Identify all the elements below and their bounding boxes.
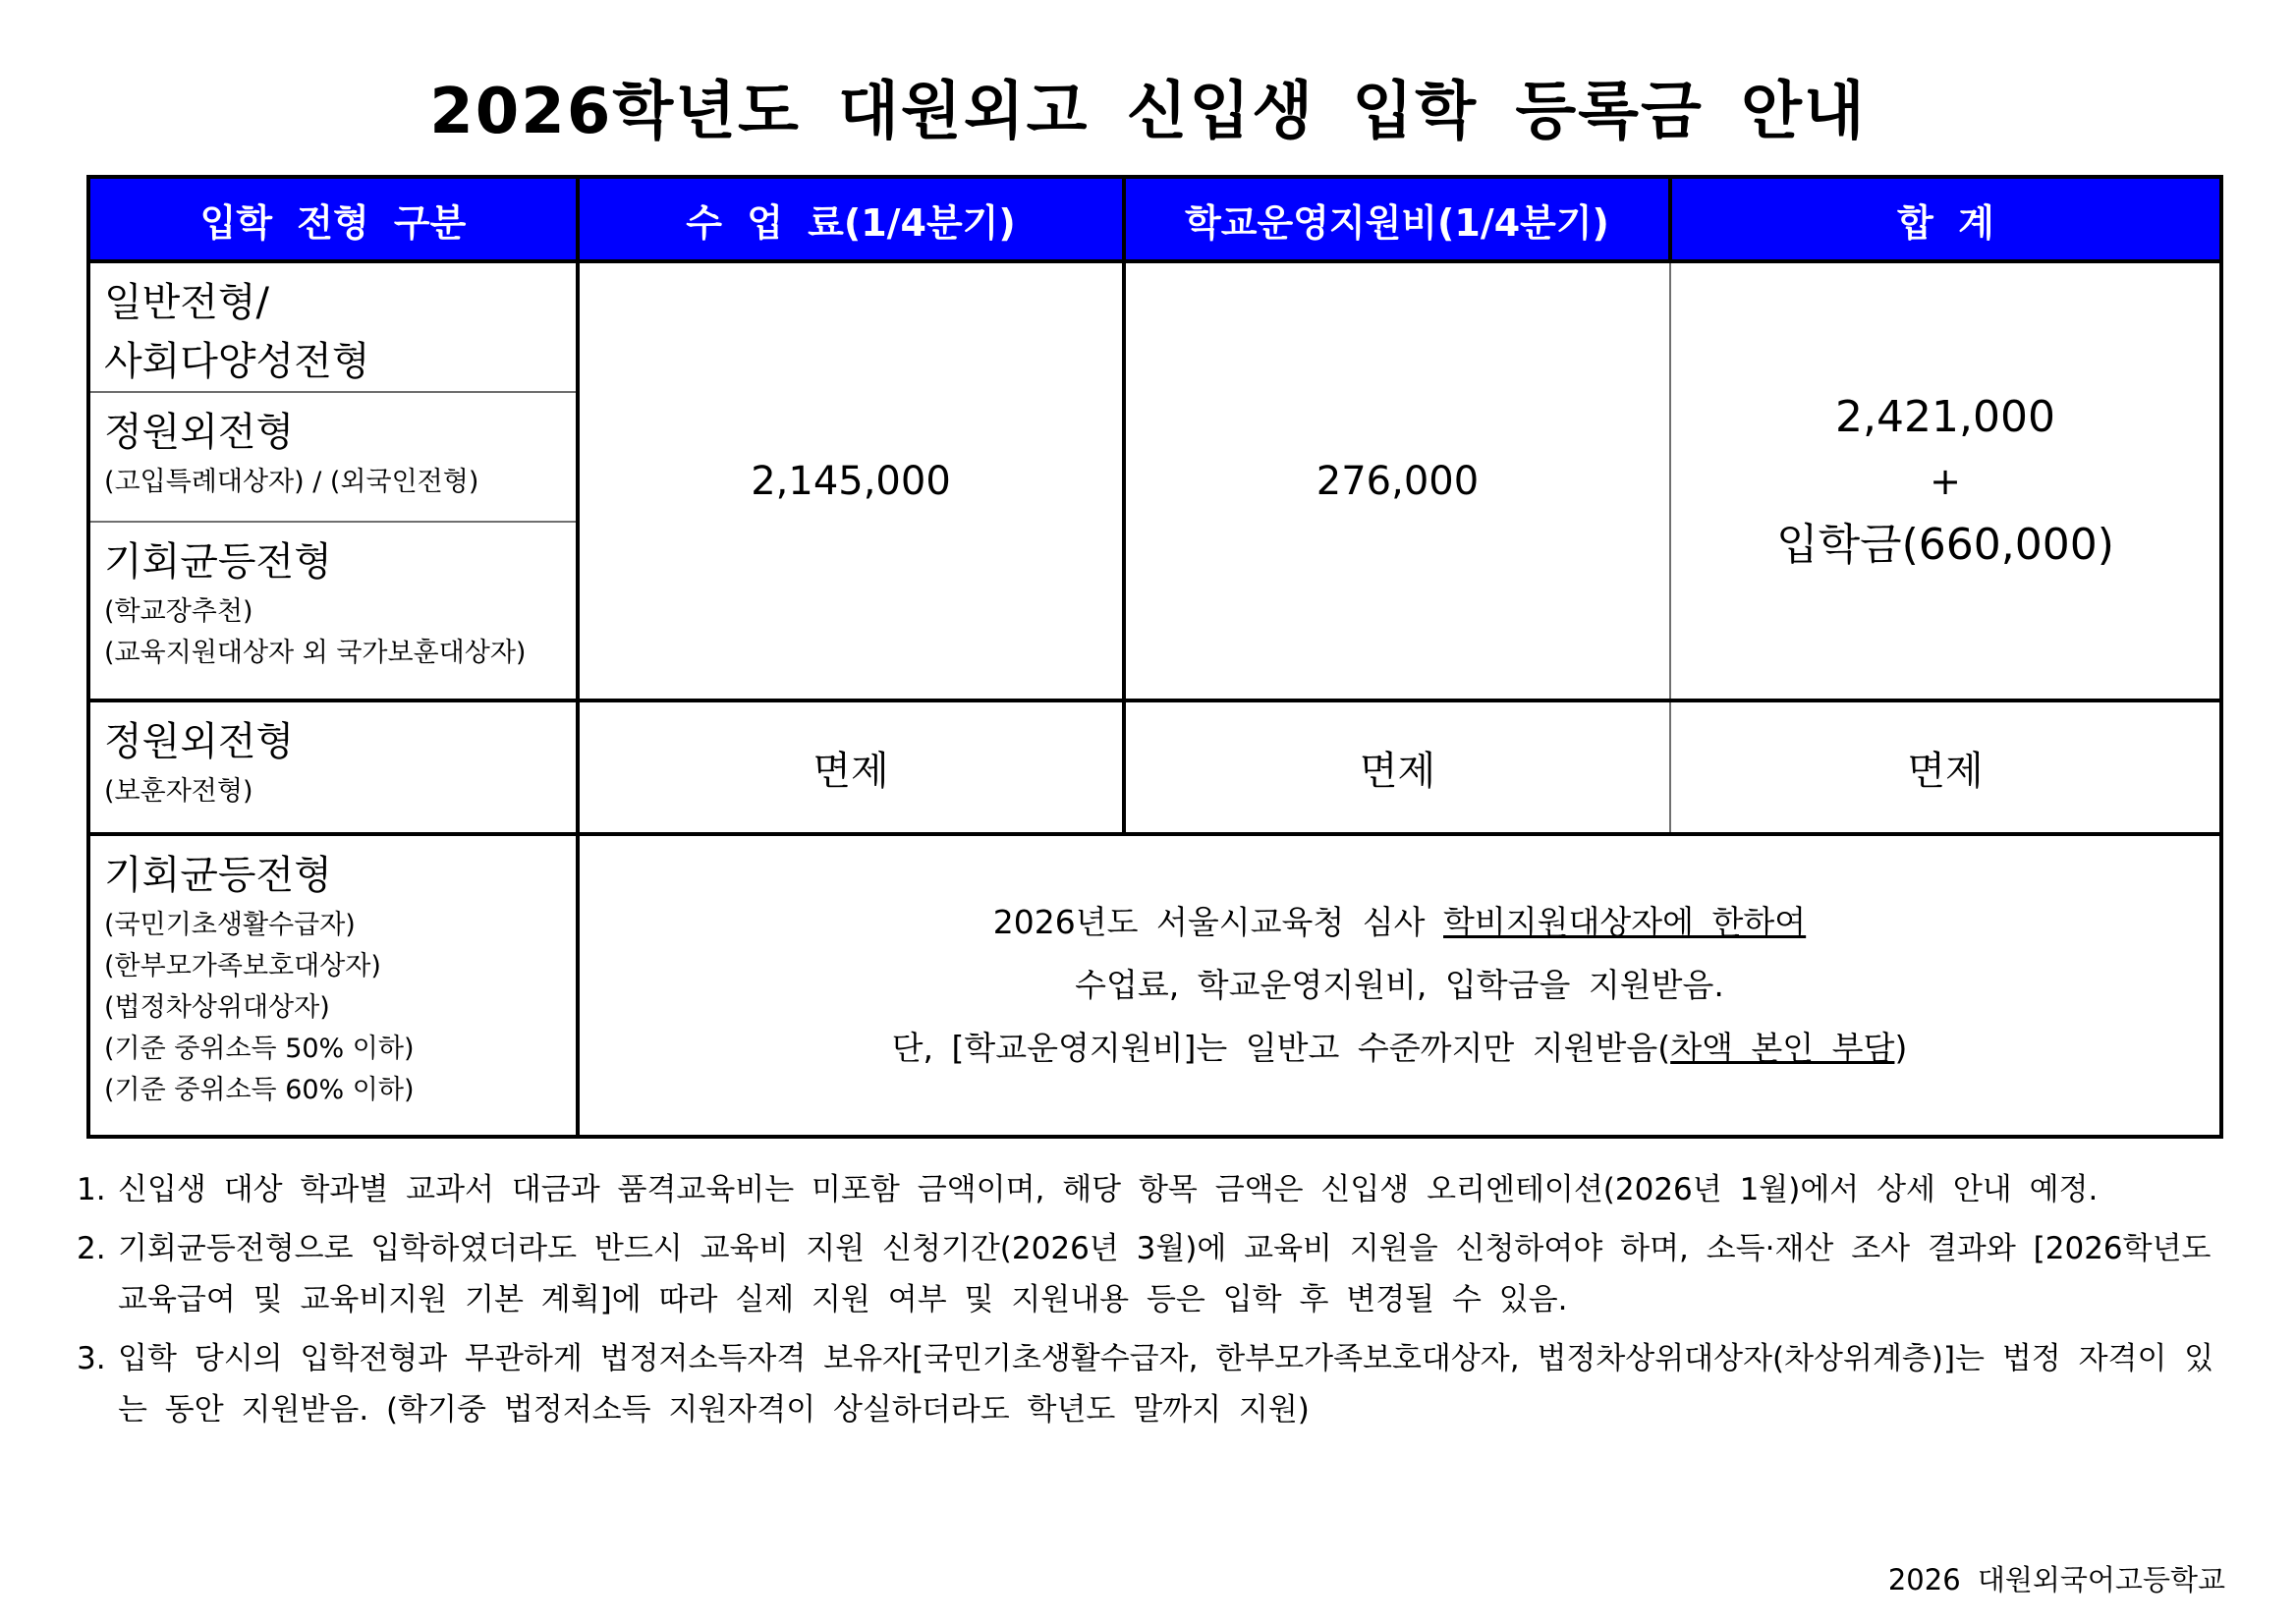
list-item	[77, 1333, 2238, 1435]
category-sub: (국민기초생활수급자)	[104, 910, 356, 940]
category-sub: (법정차상위대상자)	[104, 992, 330, 1023]
category-cell	[88, 261, 578, 392]
category-title: 기회균등전형	[104, 853, 332, 898]
category-cell	[88, 392, 578, 522]
support-fee-amount: 276,000	[1316, 458, 1480, 504]
notes-list	[77, 1164, 2238, 1443]
note-text: 기회균등전형으로 입학하였더라도 반드시 교육비 지원 신청기간(2026년 3월)에 교육비 지원을 신청하여야 하며, 소득·재산 조사 결과와 [2026학년도 교육급여 및 교육비지원 기본 계획]에 따라 실제 지원 여부 및 지원내용 등은 입학 후 변경될 수 있음.	[118, 1231, 2212, 1317]
category-sub: (기준 중위소득 60% 이하)	[104, 1075, 415, 1105]
category-sub: (보훈자전형)	[104, 776, 253, 807]
table-header-row	[88, 177, 2221, 261]
category-cell	[88, 522, 578, 700]
notice-text: 2026년도 서울시교육청 심사	[992, 903, 1444, 941]
tuition-value: 2,145,000	[578, 261, 1124, 700]
category-title: 정원외전형	[104, 719, 295, 764]
tuition-exempt: 면제	[578, 700, 1124, 834]
notice-underlined: 차액 본인 부담	[1670, 1029, 1895, 1067]
category-title: 정원외전형	[104, 410, 295, 455]
note-number: 1.	[77, 1172, 106, 1207]
notice-text: 단, [학교운영지원비]는 일반고 수준까지만 지원받음(	[891, 1029, 1671, 1067]
note-number: 3.	[77, 1341, 106, 1376]
category-sub: (학교장추천)	[104, 596, 253, 627]
category-sub: (기준 중위소득 50% 이하)	[104, 1034, 415, 1064]
total-amount: 2,421,000	[1835, 391, 2055, 442]
notice-text: )	[1894, 1029, 1908, 1067]
note-number: 2.	[77, 1231, 106, 1266]
support-fee-value	[1124, 261, 1670, 700]
support-fee-exempt: 면제	[1124, 700, 1670, 834]
notice-line-1	[580, 891, 2219, 954]
category-sub: (고입특례대상자) / (외국인전형)	[104, 467, 479, 497]
list-item	[77, 1164, 2238, 1215]
tuition-table	[86, 175, 2223, 1139]
category-cell	[88, 834, 578, 1137]
total-exempt: 면제	[1670, 700, 2221, 834]
header-admission-type: 입학 전형 구분	[88, 177, 578, 261]
category-title: 일반전형/	[104, 280, 270, 325]
header-support-fee: 학교운영지원비(1/4분기)	[1124, 177, 1670, 261]
total-value	[1670, 261, 2221, 700]
list-item	[77, 1223, 2238, 1325]
plus-sign: +	[1930, 459, 1961, 503]
notice-line-2: 수업료, 학교운영지원비, 입학금을 지원받음.	[1075, 966, 1724, 1004]
category-sub: (교육지원대상자 외 국가보훈대상자)	[104, 638, 527, 668]
header-total: 합 계	[1670, 177, 2221, 261]
table-row	[88, 261, 2221, 392]
category-cell	[88, 700, 578, 834]
note-text: 신입생 대상 학과별 교과서 대금과 품격교육비는 미포함 금액이며, 해당 항목 금액은 신입생 오리엔테이션(2026년 1월)에서 상세 안내 예정.	[118, 1172, 2099, 1207]
table-row	[88, 700, 2221, 834]
category-sub: (한부모가족보호대상자)	[104, 951, 381, 981]
header-tuition: 수 업 료(1/4분기)	[578, 177, 1124, 261]
table-row	[88, 834, 2221, 1137]
admission-fee: 입학금(660,000)	[1776, 519, 2114, 570]
notice-line-3	[580, 1017, 2219, 1080]
notice-underlined: 학비지원대상자에 한하여	[1443, 903, 1807, 941]
note-text: 입학 당시의 입학전형과 무관하게 법정저소득자격 보유자[국민기초생활수급자, 한부모가족보호대상자, 법정차상위대상자(차상위계층)]는 법정 자격이 있는 동안 지원받음. (학기중 법정저소득 지원자격이 상실하더라도 학년도 말까지 지원)	[118, 1341, 2214, 1428]
footer-school-name: 2026 대원외국어고등학교	[1887, 1563, 2225, 1596]
category-title: 기회균등전형	[104, 539, 332, 585]
support-notice	[578, 834, 2221, 1137]
category-title: 사회다양성전형	[104, 339, 370, 384]
page-title: 2026학년도 대원외고 신입생 입학 등록금 안내	[429, 76, 1867, 148]
